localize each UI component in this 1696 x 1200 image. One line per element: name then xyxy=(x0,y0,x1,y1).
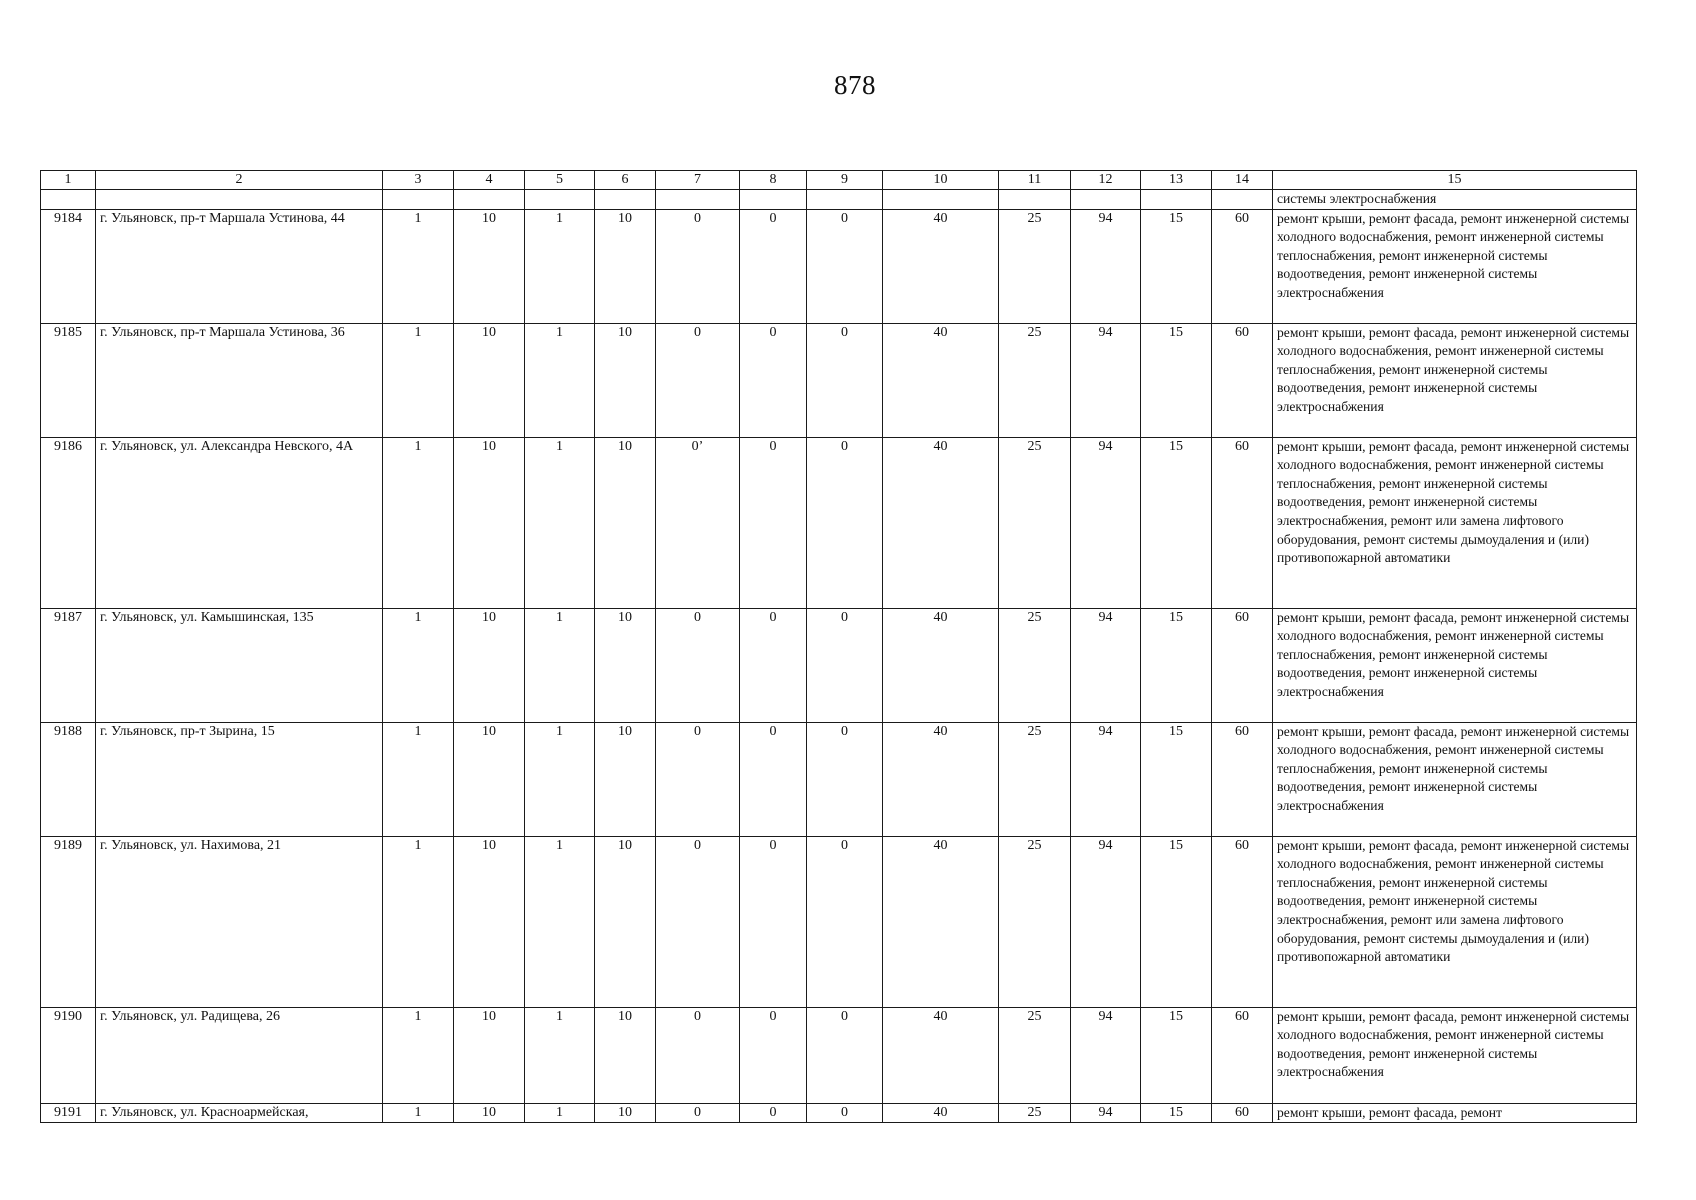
value-cell: 0 xyxy=(656,323,740,437)
value-cell: 0 xyxy=(807,608,883,722)
column-header: 9 xyxy=(807,171,883,190)
value-cell: 0 xyxy=(740,1103,807,1123)
repair-works-cell: ремонт крыши, ремонт фасада, ремонт инженерной системы холодного водоснабжения, ремонт инженерной системы теплоснабжения, ремонт инженерной системы водоотведения, ремонт инженерной системы электроснабжения xyxy=(1273,209,1637,323)
value-cell: 0 xyxy=(656,836,740,1007)
value-cell: 94 xyxy=(1071,722,1141,836)
column-number-row xyxy=(41,171,1637,190)
address-cell: г. Ульяновск, ул. Александра Невского, 4А xyxy=(96,437,383,608)
column-header: 4 xyxy=(454,171,525,190)
value-cell: 60 xyxy=(1212,722,1273,836)
value-cell: 0 xyxy=(807,836,883,1007)
table-row xyxy=(41,323,1637,437)
value-cell: 10 xyxy=(595,437,656,608)
house-number-cell: 9189 xyxy=(41,836,96,1007)
value-cell: 1 xyxy=(525,323,595,437)
column-header: 12 xyxy=(1071,171,1141,190)
value-cell: 40 xyxy=(883,209,999,323)
value-cell: 94 xyxy=(1071,323,1141,437)
value-cell: 1 xyxy=(525,608,595,722)
table-cell xyxy=(999,190,1071,210)
value-cell: 10 xyxy=(595,323,656,437)
value-cell: 10 xyxy=(595,209,656,323)
value-cell: 0 xyxy=(740,323,807,437)
value-cell: 10 xyxy=(454,608,525,722)
value-cell: 0 xyxy=(656,209,740,323)
value-cell: 25 xyxy=(999,722,1071,836)
value-cell: 40 xyxy=(883,836,999,1007)
address-cell: г. Ульяновск, ул. Радищева, 26 xyxy=(96,1007,383,1103)
value-cell: 25 xyxy=(999,437,1071,608)
value-cell: 15 xyxy=(1141,437,1212,608)
value-cell: 60 xyxy=(1212,209,1273,323)
value-cell: 10 xyxy=(454,323,525,437)
value-cell: 10 xyxy=(595,722,656,836)
value-cell: 94 xyxy=(1071,1103,1141,1123)
repair-works-cell: ремонт крыши, ремонт фасада, ремонт инженерной системы холодного водоснабжения, ремонт инженерной системы теплоснабжения, ремонт инженерной системы водоотведения, ремонт инженерной системы электроснабжения xyxy=(1273,722,1637,836)
value-cell: 0 xyxy=(656,722,740,836)
table-row xyxy=(41,1007,1637,1103)
value-cell: 10 xyxy=(454,1007,525,1103)
table-row xyxy=(41,608,1637,722)
value-cell: 40 xyxy=(883,1103,999,1123)
house-number-cell: 9190 xyxy=(41,1007,96,1103)
table-cell xyxy=(740,190,807,210)
value-cell: 40 xyxy=(883,608,999,722)
value-cell: 10 xyxy=(454,836,525,1007)
value-cell: 25 xyxy=(999,1103,1071,1123)
value-cell: 94 xyxy=(1071,836,1141,1007)
address-cell: г. Ульяновск, ул. Камышинская, 135 xyxy=(96,608,383,722)
column-header: 2 xyxy=(96,171,383,190)
value-cell: 0 xyxy=(740,437,807,608)
value-cell: 0 xyxy=(807,1007,883,1103)
value-cell: 94 xyxy=(1071,437,1141,608)
value-cell: 1 xyxy=(525,437,595,608)
value-cell: 1 xyxy=(383,836,454,1007)
value-cell: 0 xyxy=(740,608,807,722)
address-cell: г. Ульяновск, ул. Красноармейская, xyxy=(96,1103,383,1123)
table-cell xyxy=(807,190,883,210)
value-cell: 1 xyxy=(383,323,454,437)
value-cell: 15 xyxy=(1141,836,1212,1007)
value-cell: 0 xyxy=(740,1007,807,1103)
value-cell: 15 xyxy=(1141,1007,1212,1103)
column-header: 5 xyxy=(525,171,595,190)
value-cell: 60 xyxy=(1212,1007,1273,1103)
table-row xyxy=(41,1103,1637,1123)
value-cell: 1 xyxy=(525,1007,595,1103)
house-number-cell: 9185 xyxy=(41,323,96,437)
value-cell: 40 xyxy=(883,323,999,437)
table-cell xyxy=(525,190,595,210)
value-cell: 1 xyxy=(383,1007,454,1103)
house-number-cell: 9188 xyxy=(41,722,96,836)
house-number-cell: 9186 xyxy=(41,437,96,608)
value-cell: 10 xyxy=(595,836,656,1007)
value-cell: 25 xyxy=(999,836,1071,1007)
value-cell: 0 xyxy=(740,836,807,1007)
value-cell: 1 xyxy=(525,836,595,1007)
value-cell: 10 xyxy=(454,437,525,608)
column-header: 3 xyxy=(383,171,454,190)
table-cell xyxy=(1212,190,1273,210)
repair-works-cell: ремонт крыши, ремонт фасада, ремонт инженерной системы холодного водоснабжения, ремонт инженерной системы водоотведения, ремонт инженерной системы электроснабжения xyxy=(1273,1007,1637,1103)
value-cell: 0 xyxy=(740,722,807,836)
repair-works-cell: ремонт крыши, ремонт фасада, ремонт инженерной системы холодного водоснабжения, ремонт инженерной системы теплоснабжения, ремонт инженерной системы водоотведения, ремонт инженерной системы электроснабжения, ремонт или замена лифтового оборудования, ремонт системы дымоудаления и (или) противопожарной автоматики xyxy=(1273,437,1637,608)
value-cell: 10 xyxy=(595,1103,656,1123)
value-cell: 0 xyxy=(656,1103,740,1123)
value-cell: 1 xyxy=(383,437,454,608)
table-cell xyxy=(883,190,999,210)
table-row xyxy=(41,836,1637,1007)
value-cell: 0 xyxy=(807,1103,883,1123)
value-cell: 94 xyxy=(1071,1007,1141,1103)
value-cell: 60 xyxy=(1212,836,1273,1007)
value-cell: 15 xyxy=(1141,323,1212,437)
address-cell: г. Ульяновск, ул. Нахимова, 21 xyxy=(96,836,383,1007)
repair-program-table xyxy=(40,170,1637,1123)
address-cell: г. Ульяновск, пр-т Маршала Устинова, 44 xyxy=(96,209,383,323)
value-cell: 1 xyxy=(525,209,595,323)
value-cell: 60 xyxy=(1212,608,1273,722)
column-header: 13 xyxy=(1141,171,1212,190)
repair-works-cell: ремонт крыши, ремонт фасада, ремонт инженерной системы холодного водоснабжения, ремонт инженерной системы теплоснабжения, ремонт инженерной системы водоотведения, ремонт инженерной системы электроснабжения, ремонт или замена лифтового оборудования, ремонт системы дымоудаления и (или) противопожарной автоматики xyxy=(1273,836,1637,1007)
repair-works-cell: ремонт крыши, ремонт фасада, ремонт инженерной системы холодного водоснабжения, ремонт инженерной системы теплоснабжения, ремонт инженерной системы водоотведения, ремонт инженерной системы электроснабжения xyxy=(1273,608,1637,722)
column-header: 8 xyxy=(740,171,807,190)
value-cell: 1 xyxy=(525,1103,595,1123)
value-cell: 94 xyxy=(1071,608,1141,722)
value-cell: 40 xyxy=(883,437,999,608)
column-header: 10 xyxy=(883,171,999,190)
value-cell: 60 xyxy=(1212,437,1273,608)
table-cell xyxy=(656,190,740,210)
value-cell: 15 xyxy=(1141,1103,1212,1123)
table-row xyxy=(41,209,1637,323)
column-header: 1 xyxy=(41,171,96,190)
column-header: 6 xyxy=(595,171,656,190)
table-cell xyxy=(96,190,383,210)
value-cell: 1 xyxy=(525,722,595,836)
value-cell: 10 xyxy=(595,1007,656,1103)
value-cell: 0 xyxy=(807,209,883,323)
value-cell: 0’ xyxy=(656,437,740,608)
value-cell: 1 xyxy=(383,722,454,836)
page-number: 878 xyxy=(834,70,876,100)
column-header: 7 xyxy=(656,171,740,190)
table-cell xyxy=(595,190,656,210)
value-cell: 40 xyxy=(883,722,999,836)
value-cell: 0 xyxy=(807,722,883,836)
table-cell xyxy=(383,190,454,210)
address-cell: г. Ульяновск, пр-т Маршала Устинова, 36 xyxy=(96,323,383,437)
column-header: 14 xyxy=(1212,171,1273,190)
value-cell: 10 xyxy=(454,209,525,323)
value-cell: 10 xyxy=(454,722,525,836)
value-cell: 0 xyxy=(656,1007,740,1103)
value-cell: 0 xyxy=(740,209,807,323)
value-cell: 25 xyxy=(999,608,1071,722)
value-cell: 60 xyxy=(1212,323,1273,437)
column-header: 15 xyxy=(1273,171,1637,190)
value-cell: 10 xyxy=(595,608,656,722)
repair-works-cell: ремонт крыши, ремонт фасада, ремонт инженерной системы холодного водоснабжения, ремонт инженерной системы теплоснабжения, ремонт инженерной системы водоотведения, ремонт инженерной системы электроснабжения xyxy=(1273,323,1637,437)
table-cell xyxy=(454,190,525,210)
value-cell: 1 xyxy=(383,1103,454,1123)
house-number-cell: 9191 xyxy=(41,1103,96,1123)
table-cell xyxy=(1071,190,1141,210)
value-cell: 10 xyxy=(454,1103,525,1123)
column-header: 11 xyxy=(999,171,1071,190)
table-row xyxy=(41,437,1637,608)
value-cell: 25 xyxy=(999,1007,1071,1103)
house-number-cell: 9184 xyxy=(41,209,96,323)
value-cell: 15 xyxy=(1141,209,1212,323)
value-cell: 0 xyxy=(656,608,740,722)
address-cell: г. Ульяновск, пр-т Зырина, 15 xyxy=(96,722,383,836)
repair-works-cell: системы электроснабжения xyxy=(1273,190,1637,210)
value-cell: 15 xyxy=(1141,608,1212,722)
value-cell: 60 xyxy=(1212,1103,1273,1123)
value-cell: 25 xyxy=(999,323,1071,437)
value-cell: 94 xyxy=(1071,209,1141,323)
house-number-cell: 9187 xyxy=(41,608,96,722)
value-cell: 1 xyxy=(383,209,454,323)
table-cell xyxy=(41,190,96,210)
value-cell: 25 xyxy=(999,209,1071,323)
repair-works-cell: ремонт крыши, ремонт фасада, ремонт xyxy=(1273,1103,1637,1123)
value-cell: 15 xyxy=(1141,722,1212,836)
continuation-row xyxy=(41,190,1637,210)
value-cell: 40 xyxy=(883,1007,999,1103)
value-cell: 0 xyxy=(807,323,883,437)
table-row xyxy=(41,722,1637,836)
value-cell: 1 xyxy=(383,608,454,722)
table-cell xyxy=(1141,190,1212,210)
value-cell: 0 xyxy=(807,437,883,608)
